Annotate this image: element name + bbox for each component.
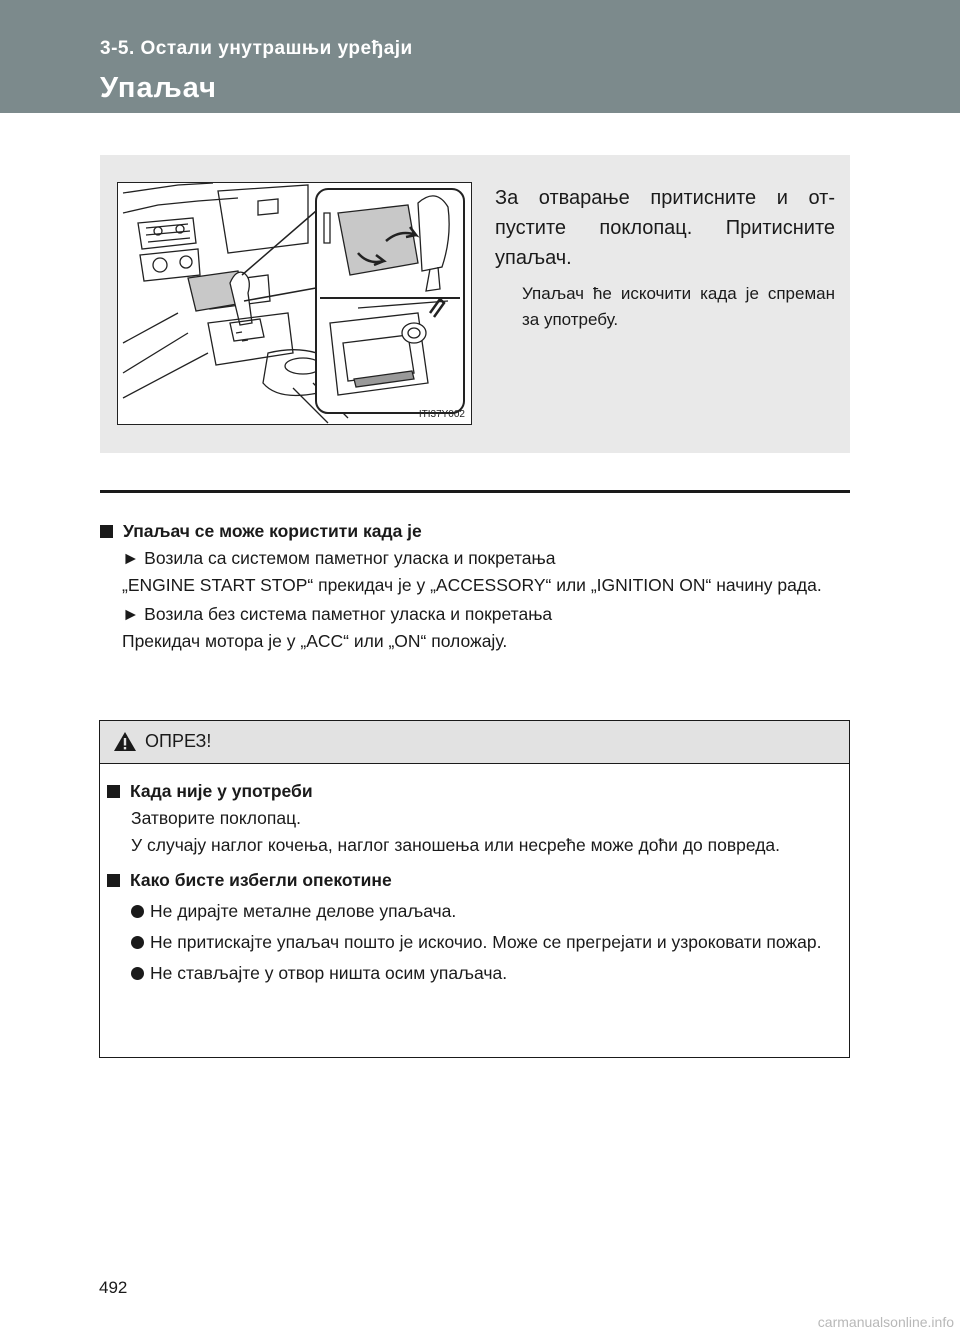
section-id: 3-5. Остали унутрашњи уређаји bbox=[100, 38, 413, 59]
usage-item-label: ► Возила са системом паметног уласка и покретања bbox=[122, 548, 556, 568]
console-drawing bbox=[118, 183, 471, 424]
square-bullet-icon bbox=[107, 874, 120, 887]
caution-header bbox=[100, 721, 849, 764]
section-header bbox=[0, 0, 960, 113]
caution-block bbox=[107, 867, 840, 987]
caution-text: У случају наглог кочења, наглог заношења или несреће може доћи до повреда. bbox=[131, 835, 781, 855]
round-bullet-icon bbox=[131, 936, 144, 949]
caution-body bbox=[100, 764, 849, 987]
page-number: 492 bbox=[99, 1278, 128, 1297]
square-bullet-icon bbox=[100, 525, 113, 538]
caution-heading: Како бисте избегли опекотине bbox=[107, 867, 840, 894]
usage-item-text: „ENGINE START STOP“ прекидач је у „ACCESSORY“ или „IGNITION ON“ начину рада. bbox=[122, 575, 822, 595]
caution-title: ОПРЕЗ! bbox=[145, 731, 212, 751]
warning-triangle-icon bbox=[113, 731, 137, 752]
caution-bullet: Не дирајте металне делове упаљача. bbox=[107, 898, 840, 925]
caution-bullet: Не притискајте упаљач пошто је искочио. Може се прегрејати и узроковати пожар. bbox=[107, 929, 840, 956]
round-bullet-icon bbox=[131, 905, 144, 918]
cigarette-lighter-illustration bbox=[117, 182, 472, 425]
usage-item-text: Прекидач мотора је у „ACC“ или „ON“ положају. bbox=[122, 631, 508, 651]
round-bullet-icon bbox=[131, 967, 144, 980]
caution-bullet: Не стављајте у отвор ништа осим упаљача. bbox=[107, 960, 840, 987]
usage-item-label: ► Возила без система паметног уласка и покретања bbox=[122, 604, 553, 624]
watermark: carmanualsonline.info bbox=[817, 1314, 954, 1330]
figure-instruction: За отварање притисните и от-пустите поклопац. Притисните упаљач. bbox=[495, 187, 835, 269]
usage-heading: Упаљач се може користити када је bbox=[100, 518, 852, 545]
square-bullet-icon bbox=[107, 785, 120, 798]
usage-conditions bbox=[100, 518, 852, 655]
figure-panel bbox=[100, 155, 850, 453]
figure-code: ITI37Y002 bbox=[418, 409, 465, 420]
caution-text: Затворите поклопац. bbox=[131, 808, 301, 828]
page-title: Упаљач bbox=[100, 72, 217, 104]
figure-note: Упаљач ће искочити када је спреман за употребу. bbox=[522, 284, 835, 329]
caution-box bbox=[99, 720, 850, 1058]
caution-heading: Када није у употреби bbox=[107, 778, 840, 805]
caution-block bbox=[107, 778, 840, 859]
section-divider bbox=[100, 490, 850, 493]
